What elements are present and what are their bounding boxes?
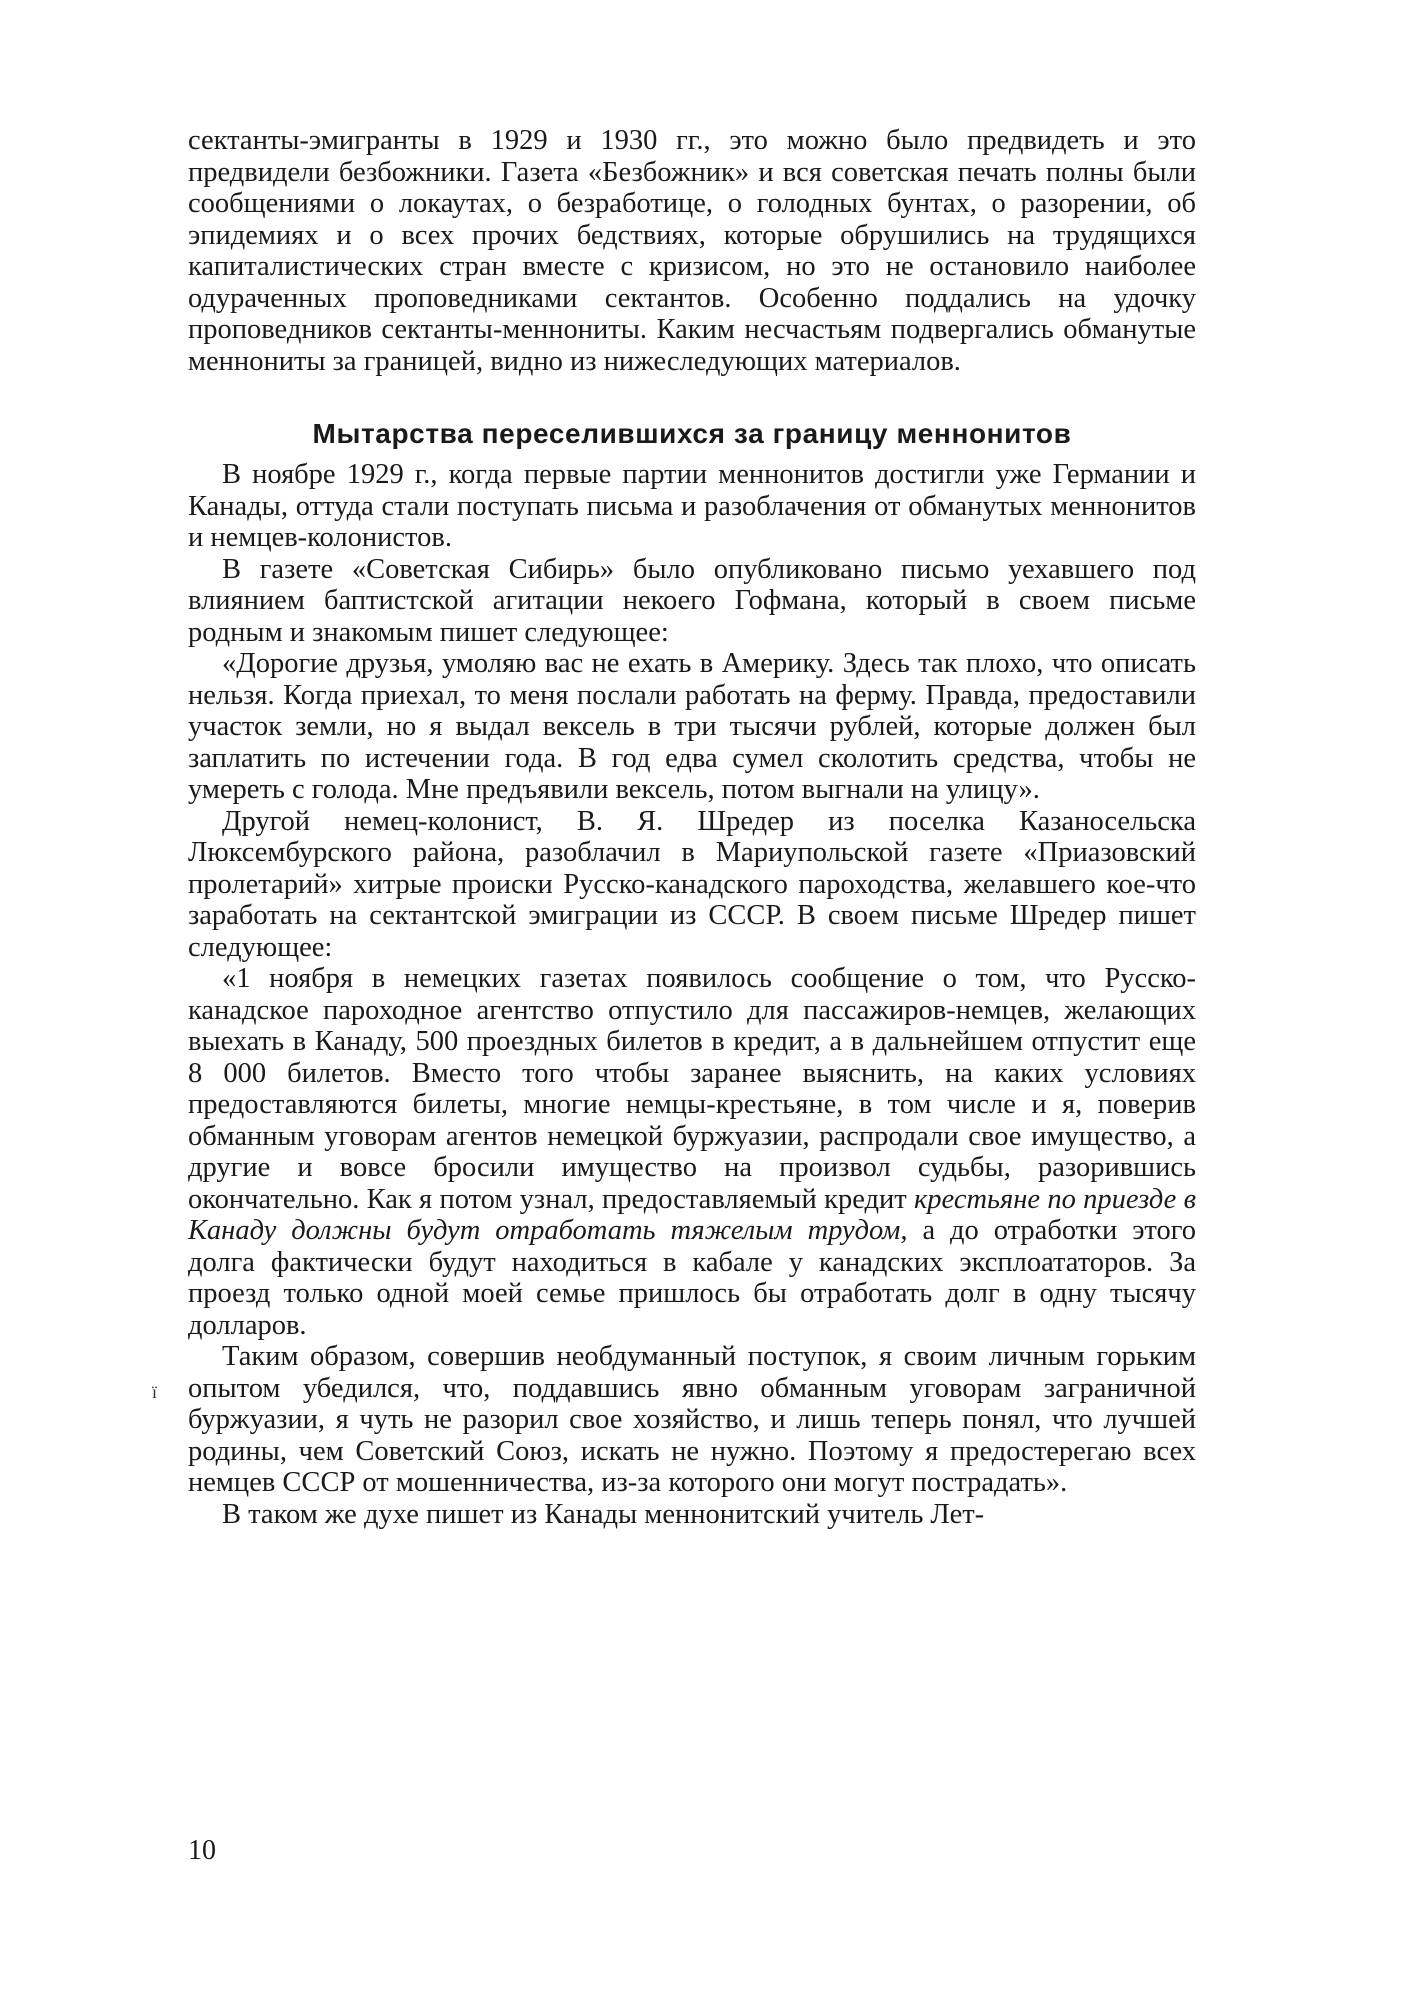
paragraph-november-letters: В ноябре 1929 г., когда первые партии меннонитов достигли уже Германии и Канады, оттуда стали поступать письма и разоблачения от обманутых меннонитов и немцев-колонистов. <box>188 459 1196 553</box>
margin-mark: ї <box>152 1382 158 1402</box>
section-heading: Мытарства переселившихся за границу меннонитов <box>312 418 1072 449</box>
paragraph-shreder-intro: Другой немец-колонист, В. Я. Шредер из поселка Казаносельска Люксембурского района, разоблачил в Мариупольской газете «Приазовский пролетарий» хитрые происки Русско-канадского пароходства, желавшего кое-что заработать на сектантской эмиграции из СССР. В своем письме Шредер пишет следующее: <box>188 805 1196 963</box>
page-body <box>188 125 1196 1530</box>
shreder-letter-italic: крестьяне по приезде в Канаду должны будут отработать тяжелым трудом, <box>188 1183 1196 1246</box>
paragraph-hofmann-letter: «Дорогие друзья, умоляю вас не ехать в Америку. Здесь так плохо, что описать нельзя. Когда приехал, то меня послали работать на ферму. Правда, предоставили участок земли, но я выдал вексель в три тысячи рублей, которые должен был заплатить по истечении года. В год едва сумел сколотить средства, чтобы не умереть с голода. Мне предъявили вексель, потом выгнали на улицу». <box>188 648 1196 805</box>
paragraph-canada-teacher: В таком же духе пишет из Канады меннонитский учитель Лет- <box>222 1498 985 1530</box>
page-number: 10 <box>188 1835 216 1866</box>
paragraph-sovetskaya-sibir: В газете «Советская Сибирь» было опубликовано письмо уехавшего под влиянием баптистской агитации некоего Гофмана, который в своем письме родным и знакомым пишет следующее: <box>188 553 1196 648</box>
paragraph-shreder-letter <box>188 963 1196 1341</box>
intro-paragraph: сектанты-эмигранты в 1929 и 1930 гг., это можно было предвидеть и это предвидели безбожники. Газета «Безбожник» и вся советская печать полны были сообщениями о локаутах, о безработице, о голодных бунтах, о разорении, об эпидемиях и о всех прочих бедствиях, которые обрушились на трудящихся капиталистических стран вместе с кризисом, но это не остановило наиболее одураченных проповедниками сектантов. Особенно поддались на удочку проповедников сектанты-меннониты. Каким несчастьям подвергались обманутые меннониты за границей, видно из нижеследующих материалов. <box>188 125 1196 377</box>
shreder-letter-text-1: «1 ноября в немецких газетах появилось сообщение о том, что Русско-канадское пароходное агентство отпустило для пассажиров-немцев, желающих выехать в Канаду, 500 проездных билетов в кредит, а в дальнейшем отпустит еще 8 000 билетов. Вместо того чтобы заранее выяснить, на каких условиях предоставляются билеты, многие немцы-крестьяне, в том числе и я, поверив обманным уговорам агентов немецкой буржуазии, распродали свое имущество, а другие и вовсе бросили имущество на произвол судьбы, разорившись окончательно. Как я потом узнал, предоставляемый кредит <box>188 963 1196 1215</box>
paragraph-shreder-conclusion: Таким образом, совершив необдуманный поступок, я своим личным горьким опытом убедился, что, поддавшись явно обманным уговорам заграничной буржуазии, я чуть не разорил свое хозяйство, и лишь теперь понял, что лучшей родины, чем Советский Союз, искать не нужно. Поэтому я предостерегаю всех немцев СССР от мошенничества, из-за которого они могут пострадать». <box>188 1341 1196 1498</box>
shreder-letter-text-2: а до отработки этого долга фактически будут находиться в кабале у канадских эксплоататоров. За проезд только одной моей семье пришлось бы отработать долг в одну тысячу долларов. <box>188 1215 1196 1341</box>
